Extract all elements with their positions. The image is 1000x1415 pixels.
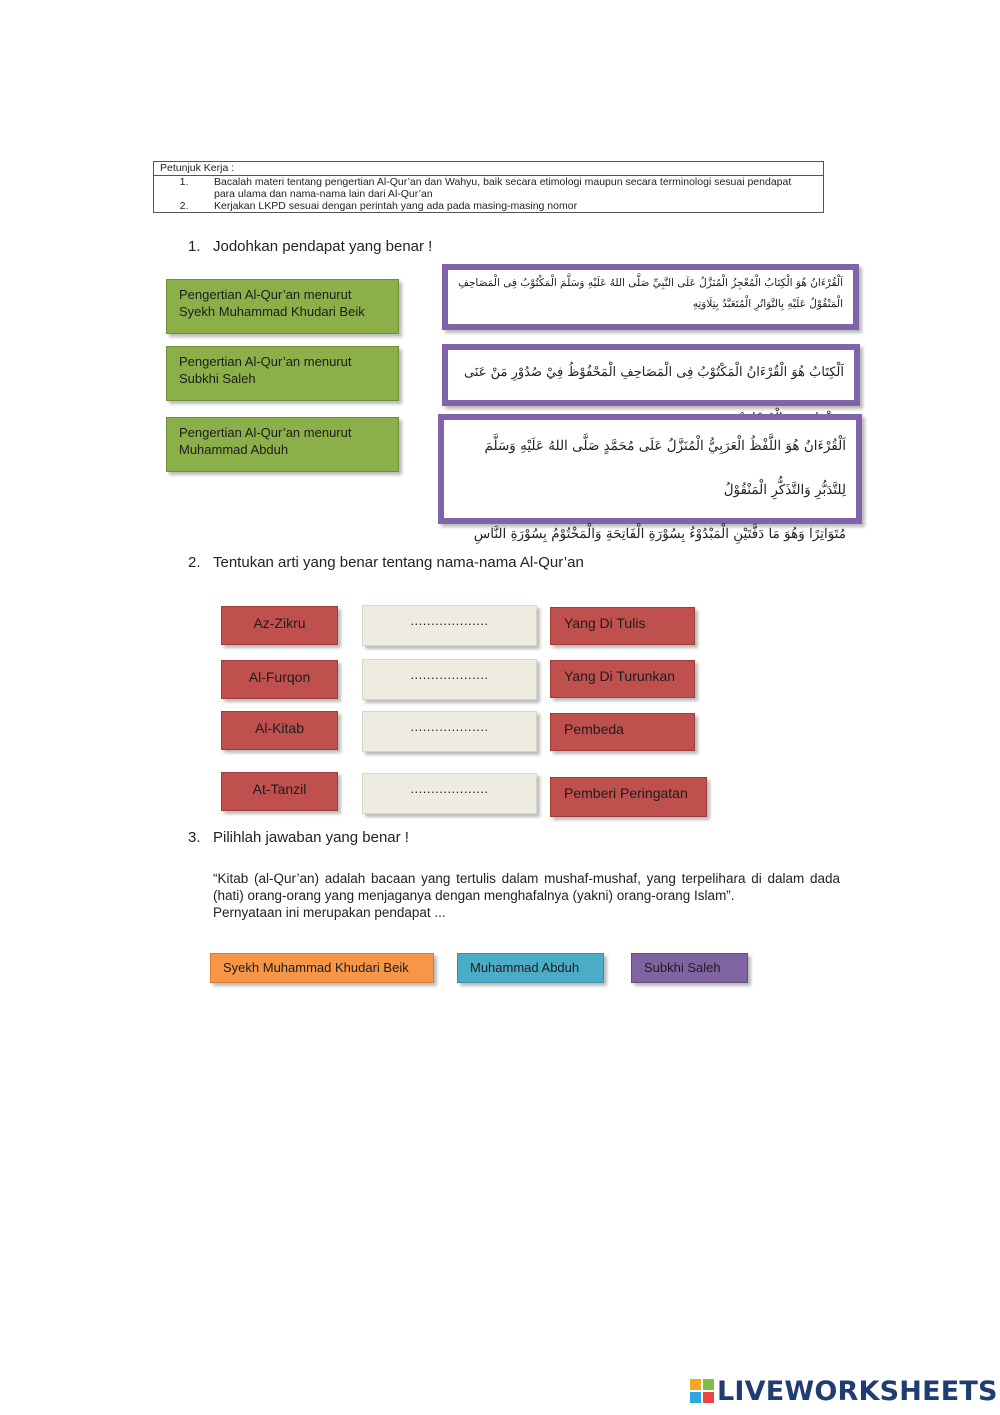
quote-question: Pernyataan ini merupakan pendapat ...: [213, 905, 446, 920]
instruction-number: 2.: [179, 200, 189, 212]
question-3-title: [188, 829, 409, 846]
instruction-item: [154, 200, 823, 212]
quote-text: “Kitab (al-Qur’an) adalah bacaan yang tertulis dalam mushaf-mushaf, yang terpelihara di dalam dada (hati) orang-orang yang menjaganya dengan menghafalnya (yakni) orang-orang Islam”.: [213, 871, 840, 903]
instructions-box: [153, 161, 824, 213]
instruction-text: Kerjakan LKPD sesuai dengan perintah yang ada pada masing-masing nomor: [214, 200, 578, 212]
match-left-subkhi-saleh[interactable]: [166, 346, 399, 401]
instruction-number: 1.: [179, 176, 189, 188]
quote-block: [213, 870, 840, 921]
match-left-line: Muhammad Abduh: [179, 442, 289, 457]
answer-blank-3[interactable]: ...................: [362, 711, 537, 752]
arabic-line: اَلْقُرْءَانُ هُوَ اللَّفْظُ الْعَرَبِيُّ الْمُنَزَّلُ عَلَى مُحَمَّدٍ صَلَّى اللهُ عَلَيْهِ وَسَلَّمَ لِلتَّدَبُّرِ وَالتَّذَكُّرِ الْمَنْقُوْلُ: [484, 438, 846, 498]
question-number: 2.: [188, 554, 201, 571]
match-right-definition-3[interactable]: [438, 414, 862, 542]
arabic-line: اَلْكِتَابُ هُوَ الْقُرْءَانُ الْمَكْتُوْبُ فِى الْمَصَاحِفِ الْمَحْفُوْظُ فِيْ صُدُوْرِ مَنْ عَنَى: [463, 365, 844, 380]
meaning-yang-di-turunkan[interactable]: Yang Di Turunkan: [550, 660, 695, 698]
question-1-title: [188, 238, 432, 255]
match-left-line: Pengertian Al-Qur’an menurut: [179, 287, 352, 302]
question-text: Tentukan arti yang benar tentang nama-nama Al-Qur’an: [213, 554, 584, 571]
arabic-line: مُتَوَاتِرًا وَهُوَ مَا دَفَّتَيْنِ الْمَبْدُوْءُ بِسُوْرَةِ الْفَاتِحَةِ وَالْمَخْتُوْمُ بِسُوْرَةِ النَّاسِ: [473, 526, 846, 542]
match-left-line: Subkhi Saleh: [179, 371, 256, 386]
match-left-line: Pengertian Al-Qur’an menurut: [179, 354, 352, 369]
match-right-definition-2[interactable]: [442, 344, 860, 406]
liveworksheets-logo: [690, 1374, 998, 1408]
answer-blank-2[interactable]: ...................: [362, 659, 537, 700]
brand-text: LIVEWORKSHEETS: [717, 1375, 998, 1407]
question-number: 1.: [188, 238, 201, 255]
term-at-tanzil: At-Tanzil: [221, 772, 338, 811]
question-text: Jodohkan pendapat yang benar !: [213, 238, 433, 255]
match-left-muhammad-abduh[interactable]: [166, 417, 399, 472]
match-right-definition-1[interactable]: [442, 264, 859, 330]
liveworksheets-logo-icon: [690, 1379, 714, 1403]
term-al-kitab: Al-Kitab: [221, 711, 338, 750]
option-muhammad-abduh[interactable]: Muhammad Abduh: [457, 953, 604, 983]
arabic-line: اَلْقُرْءَانُ هُوَ الْكِتَابُ الْمُعْجِزُ الْمُنَزَّلُ عَلَى النَّبِيِّ صَلَّى اللهُ عَلَيْهِ وَسَلَّمَ الْمَكْتُوْبُ فِى الْمَصَاحِفِ: [458, 277, 843, 289]
instruction-text: Bacalah materi tentang pengertian Al-Qur’an dan Wahyu, baik secara etimologi maupun secara terminologi sesuai pendapat para ulama dan nama-nama lain dari Al-Qur’an: [214, 176, 792, 200]
instructions-heading: Petunjuk Kerja :: [154, 162, 823, 176]
match-left-khudari-beik[interactable]: [166, 279, 399, 334]
term-al-furqon: Al-Furqon: [221, 660, 338, 699]
question-2-title: [188, 554, 584, 571]
question-text: Pilihlah jawaban yang benar !: [213, 829, 409, 846]
answer-blank-4[interactable]: ...................: [362, 773, 537, 814]
meaning-pembeda[interactable]: Pembeda: [550, 713, 695, 751]
meaning-pemberi-peringatan[interactable]: Pemberi Peringatan: [550, 777, 707, 817]
option-khudari-beik[interactable]: Syekh Muhammad Khudari Beik: [210, 953, 434, 983]
instruction-item: [154, 176, 823, 200]
arabic-line: الْمَنْقُوْلُ عَلَيْهِ بِالتَّوَاتُرِ الْمُتَعَبَّدُ بِتِلَاوَتِهِ: [692, 298, 843, 310]
match-left-line: Syekh Muhammad Khudari Beik: [179, 304, 365, 319]
term-az-zikru: Az-Zikru: [221, 606, 338, 645]
option-subkhi-saleh[interactable]: Subkhi Saleh: [631, 953, 748, 983]
answer-blank-1[interactable]: ...................: [362, 605, 537, 646]
meaning-yang-di-tulis[interactable]: Yang Di Tulis: [550, 607, 695, 645]
match-left-line: Pengertian Al-Qur’an menurut: [179, 425, 352, 440]
question-number: 3.: [188, 829, 201, 846]
